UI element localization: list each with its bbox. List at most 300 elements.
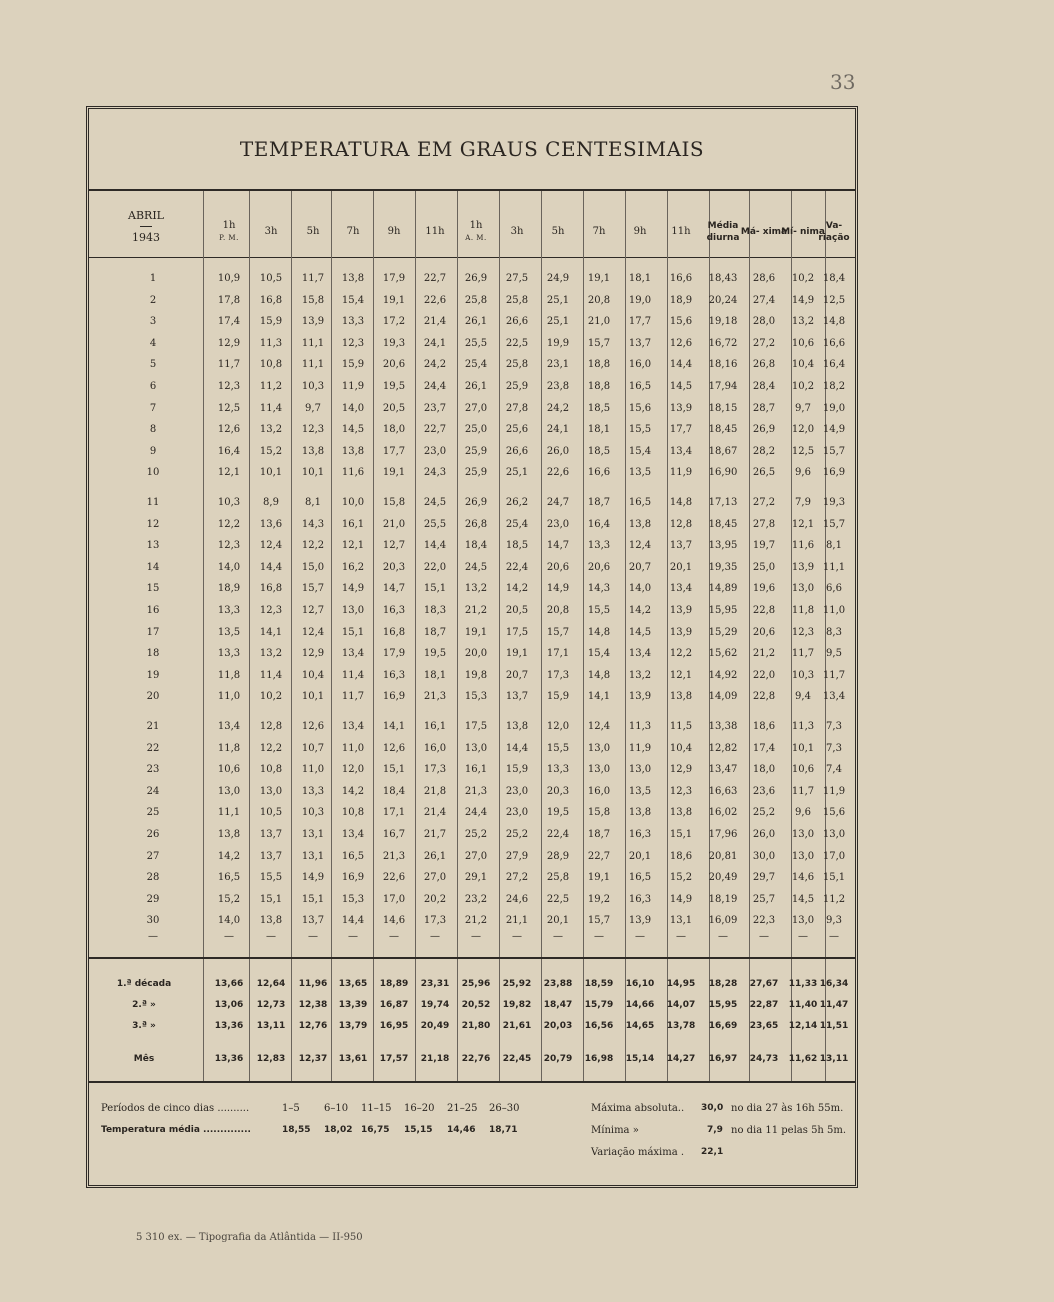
value-cell: 13,8 — [217, 829, 241, 840]
summary-label: Mês — [133, 1054, 155, 1064]
value-cell: 12,3 — [301, 424, 325, 436]
value-cell: 13,0 — [628, 764, 652, 776]
day-cell: 29 — [146, 893, 160, 905]
value-cell: 27,0 — [423, 872, 447, 884]
value-cell: 13,7 — [301, 915, 325, 927]
summary-value: 22,45 — [502, 1054, 532, 1064]
summary-value: 14,27 — [666, 1054, 696, 1064]
value-cell: 18,15 — [708, 402, 738, 414]
column-header-label: 7h — [346, 226, 360, 237]
value-cell: 8,1 — [305, 497, 321, 508]
value-cell: 14,9 — [791, 294, 815, 306]
value-cell: 14,0 — [217, 561, 241, 573]
dash-mark: — — [798, 931, 808, 942]
value-cell: 11,9 — [341, 381, 365, 392]
value-cell: 26,1 — [464, 381, 488, 392]
value-cell: 27,2 — [752, 337, 776, 349]
value-cell: 14,5 — [341, 424, 365, 436]
value-cell: 13,0 — [217, 785, 241, 797]
summary-value: 13,11 — [256, 1021, 286, 1031]
table-row — [89, 420, 855, 442]
value-cell: 24,4 — [464, 807, 488, 819]
value-cell: 13,8 — [341, 273, 365, 284]
value-cell: 16,3 — [628, 829, 652, 840]
value-cell: 14,9 — [669, 893, 693, 905]
value-cell: 12,0 — [791, 424, 815, 436]
value-cell: 14,1 — [259, 626, 283, 638]
value-cell: 15,4 — [628, 445, 652, 457]
value-cell: 15,5 — [546, 742, 570, 754]
table-row — [89, 442, 855, 464]
summary-value: 12,73 — [256, 1000, 286, 1010]
dash-mark: — — [148, 931, 158, 942]
column-header-label: Va- riação — [818, 221, 850, 243]
day-cell: 4 — [149, 337, 157, 349]
summary-row — [89, 1018, 855, 1038]
dash-mark: — — [594, 931, 604, 942]
value-cell: 19,7 — [752, 540, 776, 552]
period-range: 11–15 — [361, 1103, 392, 1114]
summary-value: 23,31 — [420, 979, 450, 989]
value-cell: 13,2 — [259, 424, 283, 436]
temp-mean-label: Temperatura média .............. — [101, 1125, 251, 1135]
max-abs-value: 30,0 — [701, 1103, 724, 1113]
value-cell: 10,4 — [301, 669, 325, 681]
printer-note: 5 310 ex. — Tipografia da Atlântida — II-950 — [136, 1232, 363, 1243]
value-cell: 26,8 — [752, 359, 776, 371]
value-cell: 16,3 — [628, 893, 652, 905]
value-cell: 16,5 — [628, 872, 652, 884]
value-cell: 16,02 — [708, 807, 738, 819]
value-cell: 11,9 — [822, 785, 846, 797]
value-cell: 14,4 — [423, 540, 447, 552]
value-cell: 11,0 — [217, 691, 241, 703]
value-cell: 14,8 — [822, 316, 846, 328]
value-cell: 12,2 — [259, 742, 283, 754]
value-cell: 27,8 — [505, 402, 529, 414]
value-cell: 15,9 — [259, 316, 283, 328]
summary-value: 16,97 — [708, 1054, 738, 1064]
value-cell: 12,6 — [217, 424, 241, 436]
value-cell: 14,3 — [587, 583, 611, 595]
value-cell: 18,9 — [217, 583, 241, 595]
value-cell: 18,1 — [587, 424, 611, 436]
summary-value: 15,79 — [584, 1000, 614, 1010]
value-cell: 20,24 — [708, 294, 738, 306]
value-cell: 12,3 — [791, 626, 815, 638]
period-range: 16–20 — [404, 1103, 435, 1114]
value-cell: 10,0 — [341, 497, 365, 508]
value-cell: 28,7 — [752, 402, 776, 414]
value-cell: 12,3 — [217, 540, 241, 552]
value-cell: 17,7 — [628, 316, 652, 328]
summary-value: 16,87 — [379, 1000, 409, 1010]
value-cell: 10,3 — [791, 669, 815, 681]
value-cell: 25,8 — [464, 294, 488, 306]
value-cell: 15,0 — [301, 561, 325, 573]
value-cell: 14,9 — [546, 583, 570, 595]
value-cell: 13,4 — [822, 691, 846, 703]
value-cell: 20,0 — [464, 648, 488, 660]
summary-label: 3.ª » — [132, 1021, 156, 1031]
value-cell: 22,6 — [423, 294, 447, 306]
value-cell: 28,9 — [546, 850, 570, 862]
value-cell: 21,0 — [587, 316, 611, 328]
value-cell: 25,2 — [505, 829, 529, 840]
summary-row — [89, 976, 855, 996]
summary-value: 13,11 — [819, 1054, 849, 1064]
footer-divider — [89, 1081, 855, 1083]
value-cell: 24,2 — [546, 402, 570, 414]
value-cell: 13,0 — [822, 829, 846, 840]
value-cell: 18,5 — [587, 445, 611, 457]
summary-label: 1.ª década — [116, 979, 172, 989]
value-cell: 14,89 — [708, 583, 738, 595]
table-row — [89, 739, 855, 761]
value-cell: 10,9 — [217, 273, 241, 284]
value-cell: 25,2 — [464, 829, 488, 840]
value-cell: 15,7 — [822, 445, 846, 457]
value-cell: 23,1 — [546, 359, 570, 371]
value-cell: 25,0 — [752, 561, 776, 573]
value-cell: 20,3 — [546, 785, 570, 797]
value-cell: 26,1 — [423, 850, 447, 862]
day-cell: 11 — [146, 497, 160, 508]
value-cell: 12,9 — [217, 337, 241, 349]
value-cell: 15,1 — [341, 626, 365, 638]
value-cell: 24,5 — [423, 497, 447, 508]
summary-value: 11,51 — [819, 1021, 849, 1031]
value-cell: 13,4 — [341, 721, 365, 732]
column-header-label: Média diurna — [706, 221, 740, 243]
value-cell: 9,3 — [826, 915, 842, 927]
value-cell: 10,1 — [301, 691, 325, 703]
value-cell: 15,7 — [587, 337, 611, 349]
value-cell: 19,2 — [587, 893, 611, 905]
dash-mark: — — [224, 931, 234, 942]
value-cell: 28,6 — [752, 273, 776, 284]
dash-mark: — — [430, 931, 440, 942]
day-cell: 15 — [146, 583, 160, 595]
value-cell: 14,1 — [587, 691, 611, 703]
column-header-label: 1h — [469, 220, 483, 231]
summary-value: 19,74 — [420, 1000, 450, 1010]
value-cell: 18,5 — [587, 402, 611, 414]
value-cell: 14,4 — [259, 561, 283, 573]
value-cell: 10,1 — [791, 742, 815, 754]
value-cell: 13,2 — [464, 583, 488, 595]
value-cell: 17,94 — [708, 381, 738, 392]
value-cell: 20,7 — [628, 561, 652, 573]
value-cell: 7,3 — [826, 721, 842, 732]
value-cell: 30,0 — [752, 850, 776, 862]
value-cell: 25,8 — [505, 294, 529, 306]
value-cell: 27,2 — [505, 872, 529, 884]
value-cell: 16,7 — [382, 829, 406, 840]
value-cell: 13,47 — [708, 764, 738, 776]
temp-mean-value: 18,02 — [324, 1125, 353, 1135]
value-cell: 20,5 — [505, 605, 529, 616]
dash-mark: — — [471, 931, 481, 942]
value-cell: 17,4 — [752, 742, 776, 754]
value-cell: 25,0 — [464, 424, 488, 436]
value-cell: 18,4 — [382, 785, 406, 797]
value-cell: 16,5 — [628, 497, 652, 508]
table-row — [89, 760, 855, 782]
value-cell: 19,1 — [382, 294, 406, 306]
year-label: 1943 — [132, 231, 160, 244]
value-cell: 20,6 — [546, 561, 570, 573]
table-row — [89, 623, 855, 645]
value-cell: 26,8 — [464, 518, 488, 530]
value-cell: 15,8 — [587, 807, 611, 819]
value-cell: 16,9 — [822, 467, 846, 479]
summary-value: 15,95 — [708, 1000, 738, 1010]
value-cell: 22,4 — [546, 829, 570, 840]
value-cell: 13,5 — [628, 785, 652, 797]
value-cell: 14,9 — [341, 583, 365, 595]
value-cell: 15,1 — [382, 764, 406, 776]
summary-value: 23,88 — [543, 979, 573, 989]
summary-divider — [89, 957, 855, 959]
temp-mean-value: 15,15 — [404, 1125, 433, 1135]
var-label: Variação máxima . — [591, 1147, 685, 1158]
dash-mark: — — [389, 931, 399, 942]
value-cell: 26,9 — [464, 273, 488, 284]
period-range: 1–5 — [282, 1103, 300, 1114]
value-cell: 21,2 — [464, 915, 488, 927]
value-cell: 16,09 — [708, 915, 738, 927]
table-row — [89, 291, 855, 313]
value-cell: 26,2 — [505, 497, 529, 508]
value-cell: 10,8 — [259, 764, 283, 776]
value-cell: 18,67 — [708, 445, 738, 457]
value-cell: 16,4 — [587, 518, 611, 530]
value-cell: 9,5 — [826, 648, 842, 660]
table-row — [89, 601, 855, 623]
column-header-label: 11h — [671, 226, 691, 237]
value-cell: 22,0 — [752, 669, 776, 681]
value-cell: 13,7 — [259, 829, 283, 840]
value-cell: 8,3 — [826, 626, 842, 638]
summary-value: 14,95 — [666, 979, 696, 989]
value-cell: 10,5 — [259, 273, 283, 284]
value-cell: 11,3 — [791, 721, 815, 732]
value-cell: 13,0 — [587, 742, 611, 754]
dash-mark: — — [759, 931, 769, 942]
value-cell: 12,1 — [217, 467, 241, 479]
value-cell: 25,4 — [464, 359, 488, 371]
value-cell: 23,0 — [546, 518, 570, 530]
value-cell: 25,4 — [505, 518, 529, 530]
day-cell: 12 — [146, 518, 160, 530]
value-cell: 13,5 — [628, 467, 652, 479]
summary-value: 18,89 — [379, 979, 409, 989]
value-cell: 16,6 — [587, 467, 611, 479]
value-cell: 13,0 — [791, 829, 815, 840]
value-cell: 21,3 — [382, 850, 406, 862]
value-cell: 14,8 — [669, 497, 693, 508]
value-cell: 11,4 — [341, 669, 365, 681]
value-cell: 16,9 — [382, 691, 406, 703]
value-cell: 19,3 — [822, 497, 846, 508]
summary-value: 23,65 — [749, 1021, 779, 1031]
table-row — [89, 334, 855, 356]
value-cell: 13,8 — [301, 445, 325, 457]
value-cell: 11,7 — [217, 359, 241, 371]
day-cell: 24 — [146, 785, 160, 797]
value-cell: 18,4 — [822, 273, 846, 284]
day-cell: 18 — [146, 648, 160, 660]
table-row — [89, 515, 855, 537]
value-cell: 6,6 — [826, 583, 842, 595]
value-cell: 11,9 — [628, 742, 652, 754]
dash-mark: — — [718, 931, 728, 942]
value-cell: 24,5 — [464, 561, 488, 573]
value-cell: 18,8 — [587, 381, 611, 392]
value-cell: 13,95 — [708, 540, 738, 552]
value-cell: 26,6 — [505, 316, 529, 328]
value-cell: 14,09 — [708, 691, 738, 703]
month-dash — [140, 226, 152, 227]
value-cell: 24,6 — [505, 893, 529, 905]
summary-value: 24,73 — [749, 1054, 779, 1064]
value-cell: 21,3 — [464, 785, 488, 797]
day-cell: 17 — [146, 626, 160, 638]
column-header — [247, 209, 295, 255]
column-header-label: 7h — [592, 226, 606, 237]
value-cell: 10,6 — [217, 764, 241, 776]
day-cell: 16 — [146, 605, 160, 616]
value-cell: 14,2 — [217, 850, 241, 862]
value-cell: 16,0 — [628, 359, 652, 371]
value-cell: 20,81 — [708, 850, 738, 862]
value-cell: 20,2 — [423, 893, 447, 905]
value-cell: 19,1 — [382, 467, 406, 479]
day-cell: 25 — [146, 807, 160, 819]
value-cell: 16,90 — [708, 467, 738, 479]
value-cell: 19,1 — [464, 626, 488, 638]
summary-value: 18,47 — [543, 1000, 573, 1010]
value-cell: 7,9 — [795, 497, 811, 508]
value-cell: 12,1 — [341, 540, 365, 552]
value-cell: 11,1 — [217, 807, 241, 819]
value-cell: 13,1 — [301, 829, 325, 840]
value-cell: 15,3 — [341, 893, 365, 905]
table-row — [89, 890, 855, 912]
value-cell: 13,38 — [708, 721, 738, 732]
value-cell: 25,2 — [752, 807, 776, 819]
summary-value: 12,64 — [256, 979, 286, 989]
value-cell: 13,4 — [628, 648, 652, 660]
value-cell: 17,13 — [708, 497, 738, 508]
value-cell: 22,4 — [505, 561, 529, 573]
summary-value: 20,79 — [543, 1054, 573, 1064]
value-cell: 19,1 — [587, 872, 611, 884]
value-cell: 13,2 — [259, 648, 283, 660]
value-cell: 13,9 — [791, 561, 815, 573]
column-header-label: 9h — [633, 226, 647, 237]
value-cell: 12,2 — [301, 540, 325, 552]
summary-value: 13,66 — [214, 979, 244, 989]
value-cell: 11,9 — [669, 467, 693, 479]
value-cell: 13,9 — [669, 626, 693, 638]
value-cell: 24,3 — [423, 467, 447, 479]
value-cell: 15,9 — [505, 764, 529, 776]
value-cell: 10,6 — [791, 764, 815, 776]
value-cell: 25,9 — [464, 467, 488, 479]
value-cell: 21,4 — [423, 807, 447, 819]
value-cell: 20,49 — [708, 872, 738, 884]
dash-mark: — — [635, 931, 645, 942]
value-cell: 22,5 — [546, 893, 570, 905]
value-cell: 22,7 — [423, 424, 447, 436]
value-cell: 18,4 — [464, 540, 488, 552]
value-cell: 12,3 — [341, 337, 365, 349]
summary-value: 19,82 — [502, 1000, 532, 1010]
summary-value: 15,14 — [625, 1054, 655, 1064]
value-cell: 13,4 — [341, 648, 365, 660]
value-cell: 19,5 — [423, 648, 447, 660]
value-cell: 15,1 — [301, 893, 325, 905]
value-cell: 13,8 — [628, 518, 652, 530]
value-cell: 12,4 — [259, 540, 283, 552]
month-label: ABRIL — [128, 209, 164, 222]
summary-value: 16,69 — [708, 1021, 738, 1031]
summary-value: 12,38 — [298, 1000, 328, 1010]
table-row — [89, 355, 855, 377]
value-cell: 23,7 — [423, 402, 447, 414]
day-cell: 10 — [146, 467, 160, 479]
value-cell: 14,5 — [791, 893, 815, 905]
value-cell: 20,5 — [382, 402, 406, 414]
value-cell: 13,0 — [791, 583, 815, 595]
dash-mark: — — [308, 931, 318, 942]
value-cell: 13,4 — [669, 445, 693, 457]
column-header-label: 3h — [510, 226, 524, 237]
dash-mark: — — [348, 931, 358, 942]
value-cell: 17,9 — [382, 648, 406, 660]
value-cell: 12,2 — [669, 648, 693, 660]
table-row — [89, 666, 855, 688]
value-cell: 16,0 — [587, 785, 611, 797]
summary-value: 13,36 — [214, 1054, 244, 1064]
summary-value: 16,98 — [584, 1054, 614, 1064]
value-cell: 25,9 — [505, 381, 529, 392]
value-cell: 23,0 — [423, 445, 447, 457]
value-cell: 27,9 — [505, 850, 529, 862]
value-cell: 21,2 — [464, 605, 488, 616]
value-cell: 22,6 — [546, 467, 570, 479]
value-cell: 22,3 — [752, 915, 776, 927]
value-cell: 25,6 — [505, 424, 529, 436]
value-cell: 15,6 — [669, 316, 693, 328]
value-cell: 15,7 — [587, 915, 611, 927]
day-cell: 23 — [146, 764, 160, 776]
value-cell: 16,5 — [628, 381, 652, 392]
dash-mark: — — [553, 931, 563, 942]
value-cell: 18,2 — [822, 381, 846, 392]
table-title: TEMPERATURA EM GRAUS CENTESIMAIS — [239, 137, 705, 161]
value-cell: 11,6 — [791, 540, 815, 552]
value-cell: 12,8 — [259, 721, 283, 732]
value-cell: 12,9 — [669, 764, 693, 776]
summary-value: 18,28 — [708, 979, 738, 989]
value-cell: 15,7 — [546, 626, 570, 638]
value-cell: 22,8 — [752, 605, 776, 616]
value-cell: 10,6 — [791, 337, 815, 349]
value-cell: 10,3 — [301, 381, 325, 392]
